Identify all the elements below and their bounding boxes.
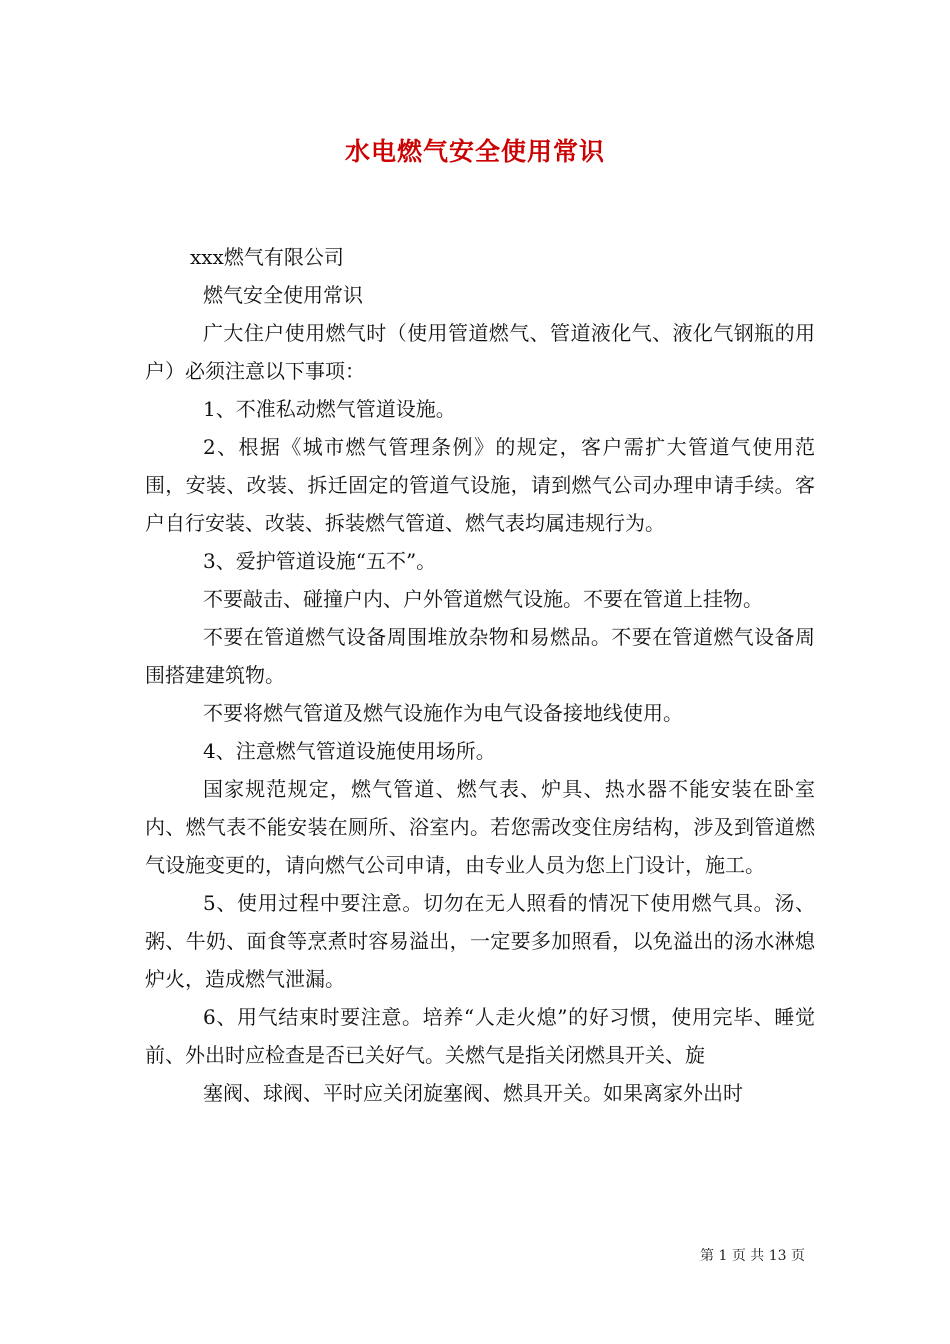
paragraph-item-2: 2、根据《城市燃气管理条例》的规定，客户需扩大管道气使用范围，安装、改装、拆迁固定的管道气设施，请到燃气公司办理申请手续。客户自行安装、改装、拆装燃气管道、燃气表均属违规行为。	[145, 435, 815, 535]
paragraph-item-4: 4、注意燃气管道设施使用场所。	[203, 739, 496, 763]
paragraph-item-6a: 塞阀、球阀、平时应关闭旋塞阀、燃具开关。如果离家外出时	[203, 1081, 743, 1105]
paragraph-item-5: 5、使用过程中要注意。切勿在无人照看的情况下使用燃气具。汤、粥、牛奶、面食等烹煮时容易溢出，一定要多加照看，以免溢出的汤水淋熄炉火，造成燃气泄漏。	[145, 891, 815, 991]
document-body	[145, 238, 815, 1112]
paragraph-company: xxx燃气有限公司	[190, 245, 344, 269]
paragraph-item-3b: 不要在管道燃气设备周围堆放杂物和易燃品。不要在管道燃气设备周围搭建建筑物。	[145, 625, 815, 687]
paragraph-item-3c: 不要将燃气管道及燃气设施作为电气设备接地线使用。	[203, 701, 683, 725]
paragraph-item-3a: 不要敲击、碰撞户内、户外管道燃气设施。不要在管道上挂物。	[203, 587, 763, 611]
page-number-footer: 第 1 页 共 13 页	[700, 1248, 805, 1264]
paragraph-intro: 广大住户使用燃气时（使用管道燃气、管道液化气、液化气钢瓶的用户）必须注意以下事项：	[145, 321, 815, 383]
paragraph-item-1: 1、不准私动燃气管道设施。	[203, 397, 456, 421]
paragraph-item-6: 6、用气结束时要注意。培养“人走火熄”的好习惯，使用完毕、睡觉前、外出时应检查是否已关好气。关燃气是指关闭燃具开关、旋	[145, 1005, 815, 1067]
paragraph-item-4a: 国家规范规定，燃气管道、燃气表、炉具、热水器不能安装在卧室内、燃气表不能安装在厕所、浴室内。若您需改变住房结构，涉及到管道燃气设施变更的，请向燃气公司申请，由专业人员为您上门设计，施工。	[145, 777, 815, 877]
document-title: 水电燃气安全使用常识	[344, 137, 605, 166]
paragraph-item-3: 3、爱护管道设施“五不”。	[203, 549, 437, 573]
paragraph-subtitle: 燃气安全使用常识	[203, 283, 363, 307]
